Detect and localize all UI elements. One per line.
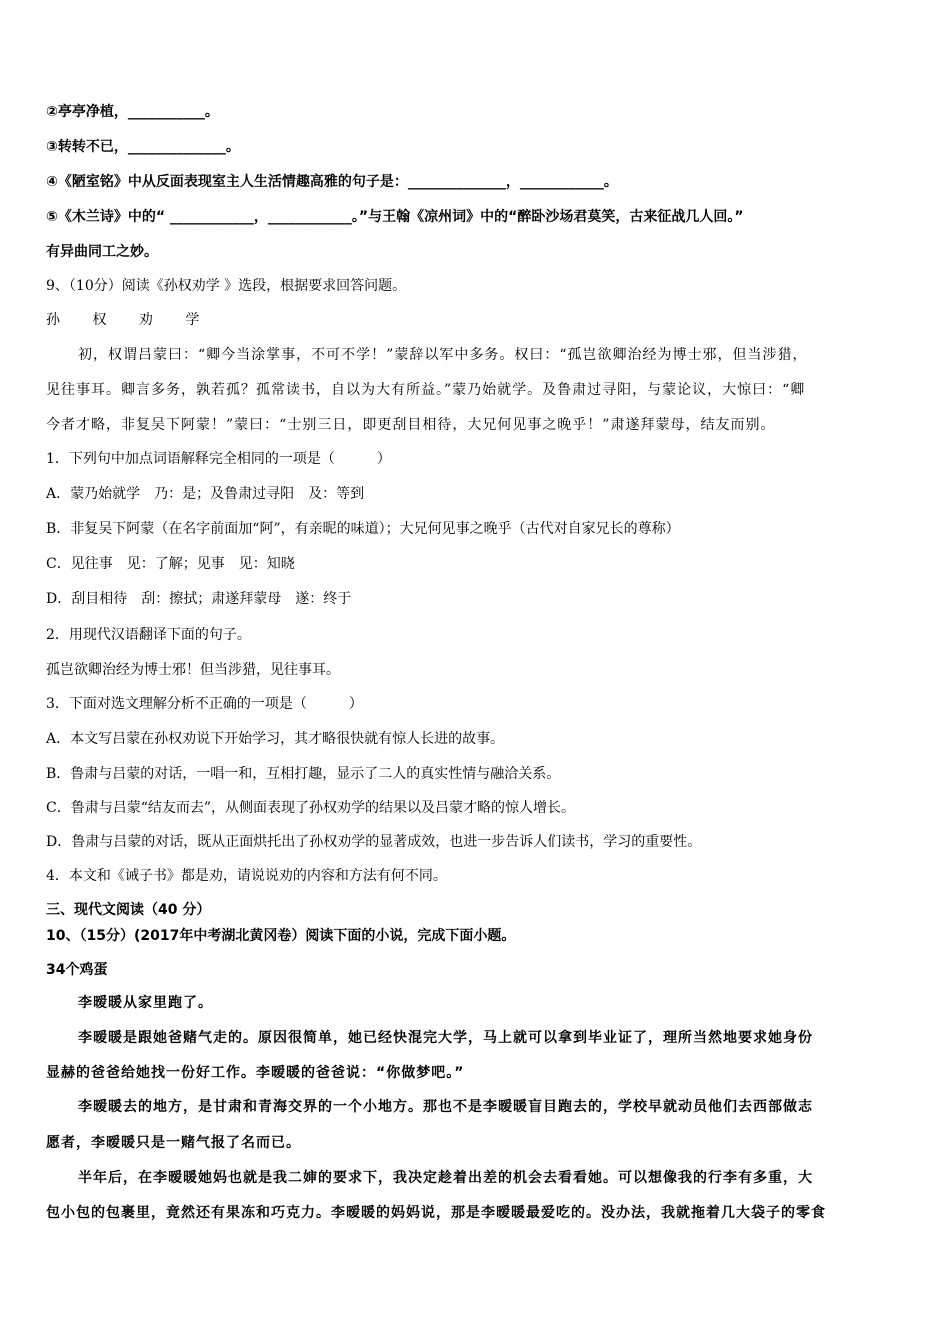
story-paragraph: 显赫的爸爸给她找一份好工作。李暧暖的爸爸说：“你做梦吧。” bbox=[46, 1065, 465, 1081]
story-paragraph: 李暧暖去的地方，是甘肃和青海交界的一个小地方。那也不是李暧暖盲目跑去的，学校早就动员他们去西部做志 bbox=[78, 1099, 813, 1115]
passage-title: 孙 权 劝 学 bbox=[46, 312, 214, 328]
fill-line-6: 有异曲同工之妙。 bbox=[46, 244, 158, 260]
option-d: D．刮目相待 刮：擦拭；肃遂拜蒙母 遂：终于 bbox=[46, 591, 352, 607]
sub-question-3: 3．下面对选文理解分析不正确的一项是（ ） bbox=[46, 696, 363, 712]
option-a: A．本文写吕蒙在孙权劝说下开始学习，其才略很快就有惊人长进的故事。 bbox=[46, 731, 505, 747]
option-c: C．见往事 见：了解；见事 见：知晓 bbox=[46, 556, 295, 572]
fill-line-5: ⑤《木兰诗》中的“ ____________，____________。”与王翰《凉州词》中的“醉卧沙场君莫笑，古来征战几人回。” bbox=[46, 209, 744, 225]
sub-question-4: 4．本文和《诫子书》都是劝，请说说劝的内容和方法有何不同。 bbox=[46, 868, 447, 884]
story-paragraph: 李暧暖是跟她爸赌气走的。原因很简单，她已经快混完大学，马上就可以拿到毕业证了，理所当然地要求她身份 bbox=[78, 1030, 813, 1046]
section-heading: 三、现代文阅读（40 分） bbox=[46, 902, 211, 918]
story-paragraph: 半年后，在李暧暖她妈也就是我二婶的要求下，我决定趁着出差的机会去看看她。可以想像我的行李有多重，大 bbox=[78, 1170, 813, 1186]
q9-heading: 9、（10分）阅读《孙权劝学 》选段，根据要求回答问题。 bbox=[46, 278, 407, 294]
option-d: D．鲁肃与吕蒙的对话，既从正面烘托出了孙权劝学的显著成效，也进一步告诉人们读书，学习的重要性。 bbox=[46, 834, 702, 850]
option-b: B．非复吴下阿蒙（在名字前面加“阿”，有亲昵的味道）；大兄何见事之晚乎（古代对自家兄长的尊称） bbox=[46, 521, 680, 537]
sub-question-2: 2．用现代汉语翻译下面的句子。 bbox=[46, 627, 251, 643]
option-b: B．鲁肃与吕蒙的对话，一唱一和，互相打趣，显示了二人的真实性情与融洽关系。 bbox=[46, 766, 561, 782]
option-a: A．蒙乃始就学 乃：是；及鲁肃过寻阳 及：等到 bbox=[46, 486, 365, 502]
passage-line: 初，权谓吕蒙曰：“卿今当涂掌事，不可不学！”蒙辞以军中多务。权曰：“孤岂欲卿治经为博士邪，但当涉猎， bbox=[78, 347, 808, 363]
story-paragraph: 包小包的包裹里，竟然还有果冻和巧克力。李暧暖的妈妈说，那是李暧暖最爱吃的。没办法，我就拖着几大袋子的零食 bbox=[46, 1205, 826, 1221]
sub-question-2-text: 孤岂欲卿治经为博士邪！但当涉猎，见往事耳。 bbox=[46, 662, 340, 678]
fill-line-4: ④《陋室铭》中从反面表现室主人生活情趣高雅的句子是：______________，____________。 bbox=[46, 174, 618, 190]
q10-heading: 10、（15分）(2017年中考湖北黄冈卷）阅读下面的小说，完成下面小题。 bbox=[46, 928, 516, 944]
story-title: 34个鸡蛋 bbox=[46, 962, 108, 978]
fill-line-2: ②亭亭净植，___________。 bbox=[46, 104, 219, 120]
story-paragraph: 李暧暖从家里跑了。 bbox=[78, 995, 213, 1011]
passage-line: 见往事耳。卿言多务，孰若孤？孤常读书，自以为大有所益。”蒙乃始就学。及鲁肃过寻阳，与蒙论议，大惊曰：“卿 bbox=[46, 382, 806, 398]
passage-line: 今者才略，非复吴下阿蒙！”蒙曰：“士别三日，即更刮目相待，大兄何见事之晚乎！”肃遂拜蒙母，结友而别。 bbox=[46, 417, 776, 433]
option-c: C．鲁肃与吕蒙“结友而去”，从侧面表现了孙权劝学的结果以及吕蒙才略的惊人增长。 bbox=[46, 800, 576, 816]
fill-line-3: ③转转不已，______________。 bbox=[46, 139, 240, 155]
story-paragraph: 愿者，李暧暖只是一赌气报了名而已。 bbox=[46, 1135, 301, 1151]
sub-question-1: 1．下列句中加点词语解释完全相同的一项是（ ） bbox=[46, 451, 391, 467]
